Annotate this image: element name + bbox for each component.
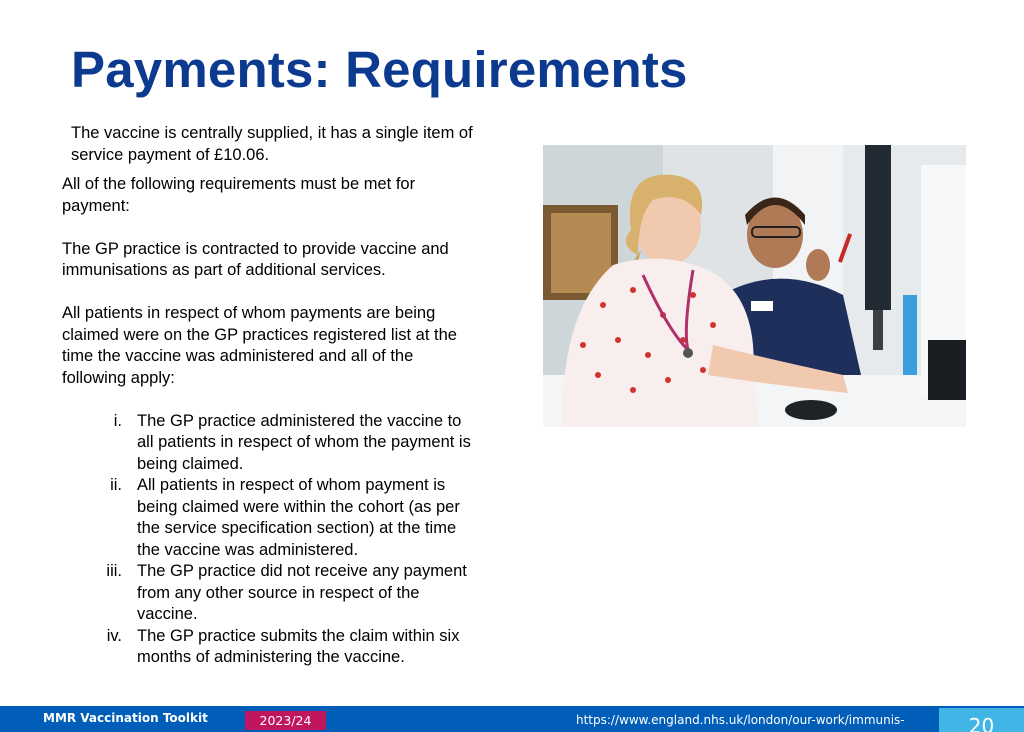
list-text: The GP practice submits the claim within six months of administering the vaccine. xyxy=(137,626,460,666)
list-number: iii. xyxy=(106,562,122,580)
list-item xyxy=(108,561,478,626)
requirements-body xyxy=(62,174,482,669)
list-text: The GP practice administered the vaccine to all patients in respect of whom the payment is being claimed. xyxy=(137,411,471,473)
list-text: All patients in respect of whom payment is being claimed were within the cohort (as per the service specification section) at the time the vaccine was administered. xyxy=(137,476,460,559)
requirements-list xyxy=(108,411,478,669)
footer-year-badge: 2023/24 xyxy=(245,711,326,730)
list-number: iv. xyxy=(106,626,122,645)
list-text: The GP practice did not receive any payment from any other source in respect of the vaccine. xyxy=(137,562,467,623)
footer-toolkit-name: MMR Vaccination Toolkit xyxy=(43,711,208,725)
list-item xyxy=(108,411,478,476)
list-number: ii. xyxy=(110,476,122,494)
page-number: 20 xyxy=(968,714,995,732)
slide-title: Payments: Requirements xyxy=(71,41,688,98)
paragraph-contracted: The GP practice is contracted to provide vaccine and immunisations as part of additional services. xyxy=(62,239,449,279)
list-item xyxy=(108,475,478,561)
intro-text: The vaccine is centrally supplied, it has a single item of service payment of £10.06. xyxy=(71,124,473,164)
page-number-box xyxy=(939,708,1024,732)
list-item xyxy=(108,626,478,669)
clinic-photo xyxy=(543,145,966,427)
clinic-photo-illustration xyxy=(543,145,966,427)
paragraph-registered: All patients in respect of whom payments are being claimed were on the GP practices registered list at the time the vaccine was administered and all of the following apply: xyxy=(62,304,457,387)
footer-url-link[interactable]: https://www.england.nhs.uk/london/our-work/immunis- xyxy=(576,713,905,727)
list-number: i. xyxy=(113,411,122,430)
paragraph-requirements: All of the following requirements must be met for payment: xyxy=(62,175,416,215)
